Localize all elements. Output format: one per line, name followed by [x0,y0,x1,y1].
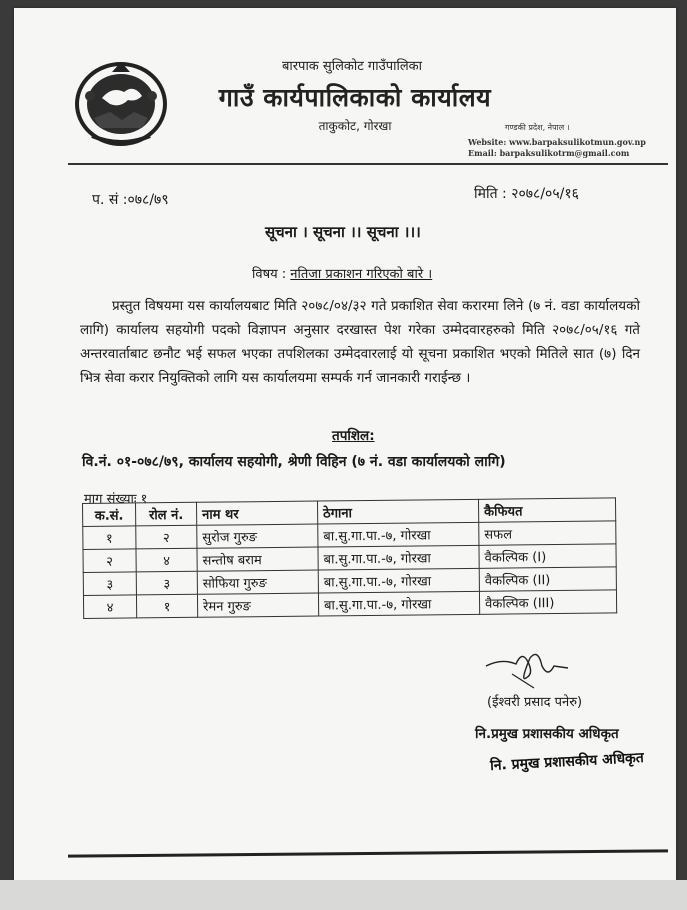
signatory-name: (ईश्वरी प्रसाद पनेरु) [487,695,583,710]
cell-name: सोफिया गुरुङ [197,570,318,594]
cell-remarks: वैकल्पिक (III) [479,590,616,614]
cell-remarks: वैकल्पिक (II) [479,567,616,591]
advertisement-line: वि.नं. ०१-०७८/७९, कार्यालय सहयोगी, श्रेणी विहिन (७ नं. वडा कार्यालयको लागि) [82,454,506,470]
cell-name: रेमन गुरुङ [197,593,318,617]
cell-remarks: वैकल्पिक (I) [479,544,616,568]
header-roll: रोल नं. [136,502,197,526]
notice-heading: सूचना । सूचना ।। सूचना ।।। [265,223,421,241]
nepal-emblem-icon [72,58,170,146]
province-text: गण्डकी प्रदेश, नेपाल । [505,123,570,132]
results-table [82,497,617,619]
demand-count: माग संख्याः १ [84,492,148,507]
office-address: ताकुकोट, गोरखा [318,119,392,133]
letter-body: प्रस्तुत विषयमा यस कार्यालयबाट मिति २०७८/०४/३२ गते प्रकाशित सेवा करारमा लिने (७ नं. वडा कार्यालयको लागि) कार्यालय सहयोगी पदको विज्ञापन अनुसार दरखास्त पेश गरेका उम्मेदवारहरुको मिति २०७८/०५/१६ गते अन्तरवार्ताबाट छनौट भई सफल भएका तपशिलका उम्मेदवारलाई यो सूचना प्रकाशित भएको मितिले सात (७) दिन भित्र सेवा करार नियुक्तिको लागि यस कार्यालयमा सम्पर्क गर्न जानकारी गराईन्छ । [80,298,640,386]
email-text: Email: barpaksulikotrm@gmail.com [468,148,630,158]
table-row [83,590,616,619]
cell-roll: १ [136,594,197,618]
subject-label: विषय : [252,267,291,282]
municipality-name: बारपाक सुलिकोट गाउँपालिका [281,59,423,74]
cell-serial: ३ [83,572,136,596]
official-stamp: नि. प्रमुख प्रशासकीय अधिकृत [489,749,645,775]
header-address: ठेगाना [317,499,478,524]
cell-name: सन्तोष बराम [197,547,318,571]
header-name: नाम थर [196,501,317,525]
cell-address: बा.सु.गा.पा.-७, गोरखा [318,591,479,616]
website-text: Website: www.barpaksulikotmun.gov.np [468,137,646,147]
cell-roll: ४ [136,548,197,572]
cell-address: बा.सु.गा.पा.-७, गोरखा [318,568,479,593]
cell-address: बा.सु.गा.पा.-७, गोरखा [318,522,479,547]
cell-name: सुरोज गुरुङ [197,524,318,548]
handwritten-signature [482,644,572,694]
background-strip [0,880,687,910]
reference-number: प. सं :०७८/७९ [92,192,169,208]
cell-roll: २ [136,525,197,549]
cell-serial: ४ [83,595,136,619]
letter-date: मिति : २०७८/०५/१६ [474,186,579,202]
signatory-title: नि.प्रमुख प्रशासकीय अधिकृत [475,726,619,742]
cell-remarks: सफल [479,521,616,545]
cell-serial: २ [83,549,136,573]
subject-text: नतिजा प्रकाशन गरिएको बारे । [290,267,433,282]
cell-roll: ३ [136,571,197,595]
cell-serial: १ [83,526,136,550]
details-heading: तपशिल: [332,428,375,444]
header-divider [68,163,668,165]
office-title: गाउँ कार्यपालिकाको कार्यालय [218,83,492,112]
header-remarks: कैफियत [478,498,615,522]
header-serial: क.सं. [83,503,136,527]
subject-line [252,264,432,282]
cell-address: बा.सु.गा.पा.-७, गोरखा [318,545,479,570]
